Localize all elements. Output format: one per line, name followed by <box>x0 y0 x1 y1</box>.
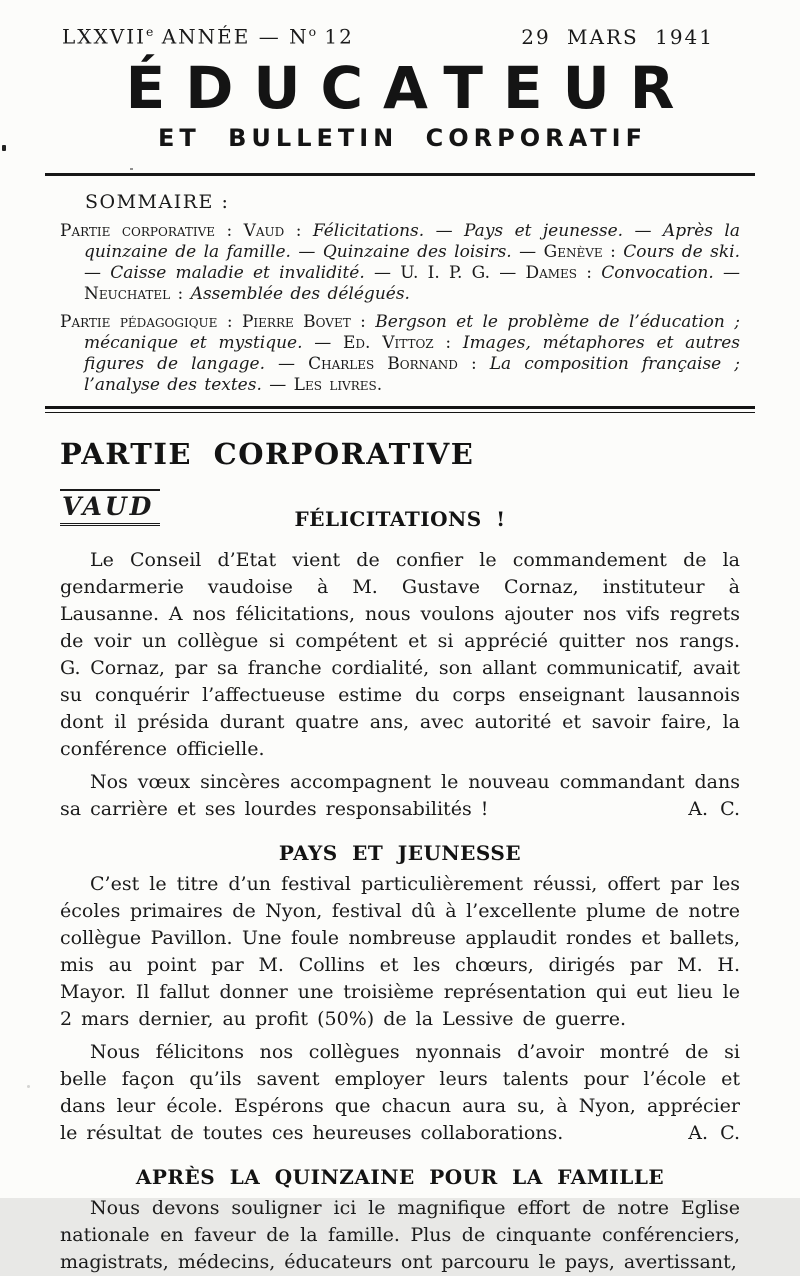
sommaire-item-pedagogique: Partie pédagogique : Pierre Bovet : Bergson et le problème de l’éducation ; mécanique et mystique. — Ed. Vittoz : Images, métaphores et autres figures de langage. — Charles Bornand : La composition française ; l’analyse des textes. — Les livres. <box>60 311 741 395</box>
horizontal-rule <box>45 173 755 176</box>
paragraph: Nos vœux sincères accompagnent le nouveau commandant dans sa carrière et ses lourdes responsabilités ! A. C. <box>60 769 740 823</box>
superscript-o: o <box>308 24 317 39</box>
sommaire-block <box>60 191 740 396</box>
signature: A. C. <box>688 797 740 820</box>
paragraph: Nous devons souligner ici le magnifique effort de notre Eglise nationale en faveur de la famille. Plus de cinquante conférenciers, magistrats, médecins, éducateurs ont parcouru le pays, avertissant, <box>60 1196 740 1273</box>
article-title-felicitations: FÉLICITATIONS ! <box>294 506 506 531</box>
paragraph: C’est le titre d’un festival particulièrement réussi, offert par les écoles primaires de Nyon, festival dû à l’excellente plume de notre collègue Pavillon. Une foule nombreuse applaudit rondes et ballets, mis au point par M. Collins et les chœurs, dirigés par M. H. Mayor. Il fallut donner une troisième représentation qui eut lieu le 2 mars dernier, au profit (50%) de la Lessive de guerre. <box>60 872 740 1030</box>
sommaire-item-corporative: Partie corporative : Vaud : Félicitations. — Pays et jeunesse. — Après la quinzaine de la famille. — Quinzaine des loisirs. — Genève : Cours de ski. — Caisse maladie et invalidité. — U. I. P. G. — Dames : Convocation. — Neuchatel : Assemblée des délégués. <box>60 220 741 304</box>
journal-title: ÉDUCATEUR <box>125 53 695 122</box>
article-title-pays-et-jeunesse: PAYS ET JEUNESSE <box>278 840 522 865</box>
paragraph: Le Conseil d’Etat vient de confier le commandement de la gendarmerie vaudoise à M. Gustave Cornaz, instituteur à Lausanne. A nos félicitations, nous voulons ajouter nos vifs regrets de voir un collègue si compétent et si apprécié quitter nos rangs. G. Cornaz, par sa franche cordialité, son allant communicatif, avait su conquérir l’affectueuse estime du corps enseignant lausannois dont il présida durant quatre ans, avec autorité et savoir faire, la conférence officielle. <box>60 548 740 760</box>
issue-number: LXXVIIe ANNÉE — $N^o$ 12 <box>62 24 354 49</box>
double-rule <box>45 406 755 413</box>
article-pays-et-jeunesse <box>60 827 740 1147</box>
masthead-issue-row <box>60 0 740 49</box>
article-quinzaine-famille <box>60 1151 740 1276</box>
issue-date: 29 MARS 1941 <box>521 24 714 49</box>
region-label-vaud: VAUD <box>60 489 160 526</box>
scan-artifact-dot <box>2 145 6 151</box>
superscript-e: e <box>146 24 154 39</box>
article-title-quinzaine-famille: APRÈS LA QUINZAINE POUR LA FAMILLE <box>135 1164 665 1189</box>
article-felicitations <box>60 547 740 823</box>
scan-artifact-speck <box>130 168 133 170</box>
journal-subtitle: ET BULLETIN CORPORATIF <box>158 123 647 152</box>
region-row <box>60 489 740 541</box>
signature: A. C. <box>688 1121 740 1144</box>
section-title: PARTIE CORPORATIVE <box>60 436 475 471</box>
paragraph: Nous félicitons nos collègues nyonnais d’avoir montré de si belle façon qu’ils savent employer leurs talents pour l’école et dans leur école. Espérons que chacun aura su, à Nyon, apprécier le résultat de toutes ces heureuses collaborations. A. C. <box>60 1039 740 1147</box>
scan-artifact-speck <box>27 1085 30 1088</box>
sommaire-label: SOMMAIRE : <box>85 190 230 213</box>
